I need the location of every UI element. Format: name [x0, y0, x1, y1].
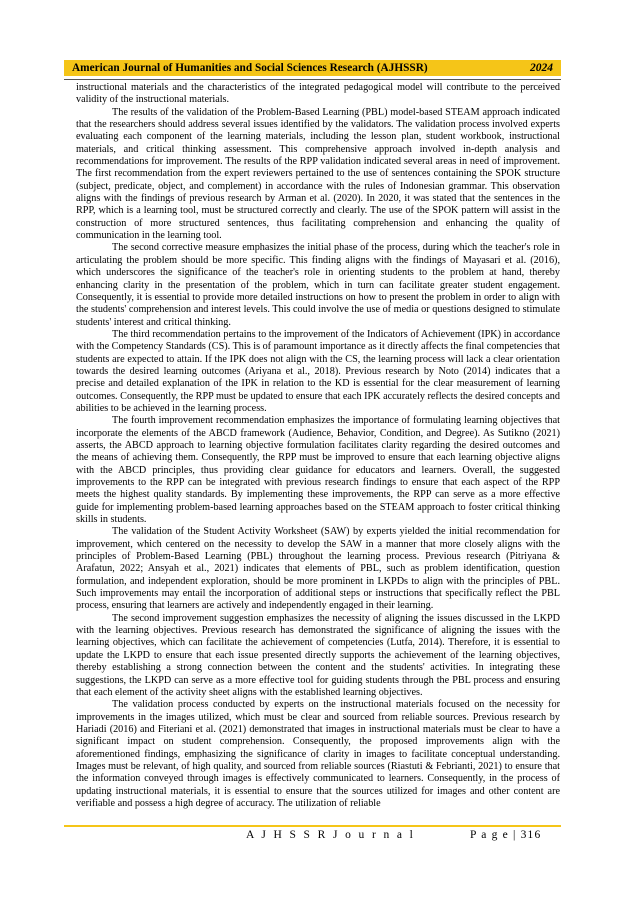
paragraph: The second improvement suggestion emphasizes the necessity of aligning the issues discussed in the LKPD with the learning objectives. Previous research has demonstrated the significance of aligning the issues with the learning objectives, which can facilitate the achievement of competencies (Lutfa, 2014). Therefore, it is essential to update the LKPD to ensure that each issue presented directly supports the achievement of the learning objectives, thereby establishing a strong connection between the content and the students' activities. In integrating these suggestions, the LKPD can serve as a more effective tool for guiding students through the PBL process and ensuring that each element of the activity sheet aligns with the established learning objectives.	[76, 612, 560, 698]
paragraph: The validation of the Student Activity Worksheet (SAW) by experts yielded the initial recommendation for improvement, which centered on the necessity to develop the SAW in a manner that more closely aligns with the principles of Problem-Based Learning (PBL) throughout the learning process. Previous research (Pitriyana & Arafatun, 2022; Ansyah et al., 2021) indicates that elements of PBL, such as problem identification, question formulation, and independent exploration, should be more prominent in LKPDs to align with the principles of PBL. Such improvements may entail the incorporation of additional steps or instructions that specifically reflect the PBL process, ensuring that learners are actively and independently engaged in their learning.	[76, 526, 560, 612]
publication-year: 2024	[530, 62, 553, 74]
paragraph: instructional materials and the characteristics of the integrated pedagogical model will contribute to the perceived validity of the instructional materials.	[76, 82, 560, 106]
page-number: P a g e | 316	[470, 829, 542, 841]
footer-journal: A J H S S R J o u r n a l	[246, 829, 416, 841]
paragraph: The third recommendation pertains to the improvement of the Indicators of Achievement (IPK) in accordance with the Competency Standards (CS). This is of paramount importance as it directly affects the final competencies that students are expected to attain. If the IPK does not align with the CS, the learning process will lack a clear orientation towards the desired learning outcomes (Ariyana et al., 2018). Previous research by Noto (2014) indicates that a precise and detailed explanation of the IPK in relation to the KD is essential for the clear measurement of learning outcomes. Consequently, the RPP must be updated to ensure that each IPK accurately reflects the desired concepts and abilities to be achieved in the learning process.	[76, 328, 560, 414]
header-rule	[64, 79, 561, 80]
article-body	[76, 82, 560, 824]
paragraph: The results of the validation of the Problem-Based Learning (PBL) model-based STEAM approach indicated that the researchers should address several issues identified by the validators. The validation process involved experts evaluating each component of the learning materials, including the lesson plan, student workbook, instructional materials, and critical thinking assessment. This comprehensive approach involved in-depth analysis and recommendations for improvement. The results of the RPP validation indicated several areas in need of improvement. The first recommendation from the expert reviewers pertained to the use of sentences containing the SPOK structure (subject, predicate, object, and complement) in accordance with the rules of Indonesian grammar. This observation aligns with the findings of previous research by Arman et al. (2020). In 2020, it was stated that the sentences in the RPP, which is a learning tool, must be structured correctly and clearly. The use of the SPOK pattern will assist in the construction of more structured sentences, thus facilitating comprehension and enhancing the quality of communication in the learning tool.	[76, 106, 560, 242]
paragraph: The second corrective measure emphasizes the initial phase of the process, during which the teacher's role in articulating the problem should be more specific. This finding aligns with the findings of Mayasari et al. (2016), which underscores the significance of the teacher's role in orienting students to the problem at hand, thereby enhancing clarity in the presentation of the problem, which in turn can facilitate greater student engagement. Consequently, it is essential to provide more detailed instructions on how to present the problem in order to align with the students' comprehension and interest levels. This could involve the use of media or questions designed to stimulate students' interest and critical thinking.	[76, 242, 560, 328]
footer-rule	[64, 825, 561, 827]
paragraph: The validation process conducted by experts on the instructional materials focused on the necessity for improvements in the images utilized, which must be clear and sourced from reliable sources. Previous research by Hariadi (2016) and Fiteriani et al. (2021) demonstrated that images in instructional materials must be clear to have a significant impact on student comprehension. Consequently, the proposed improvements align with the aforementioned findings, emphasizing the significance of clarity in images to facilitate conceptual understanding. Images must be relevant, of high quality, and sourced from reliable sources (Riastuti & Febrianti, 2021) to ensure that the information conveyed through images is effectively communicated to learners. Consequently, in the process of updating instructional materials, it is essential to ensure that the sources utilized for images and other content are verifiable and possess a high degree of accuracy. The utilization of reliable	[76, 699, 560, 809]
paragraph: The fourth improvement recommendation emphasizes the importance of formulating learning objectives that incorporate the elements of the ABCD framework (Audience, Behavior, Condition, and Degree). As Sutikno (2021) asserts, the ABCD approach to learning objective formulation facilitates clarity regarding the desired outcomes and the means of achieving them. Consequently, the RPP must be improved to ensure that each learning objective aligns with the ABCD principles, thus providing clear guidance for educators and learners. Overall, the suggested improvements to the RPP can be integrated with previous research findings to ensure that each aspect of the RPP meets the highest quality standards. By implementing these improvements, the RPP can serve as a more effective guide for implementing problem-based learning approaches based on the STEAM approach to foster critical thinking skills in students.	[76, 415, 560, 526]
journal-header	[64, 60, 561, 76]
journal-title: American Journal of Humanities and Social Sciences Research (AJHSSR)	[72, 62, 428, 74]
